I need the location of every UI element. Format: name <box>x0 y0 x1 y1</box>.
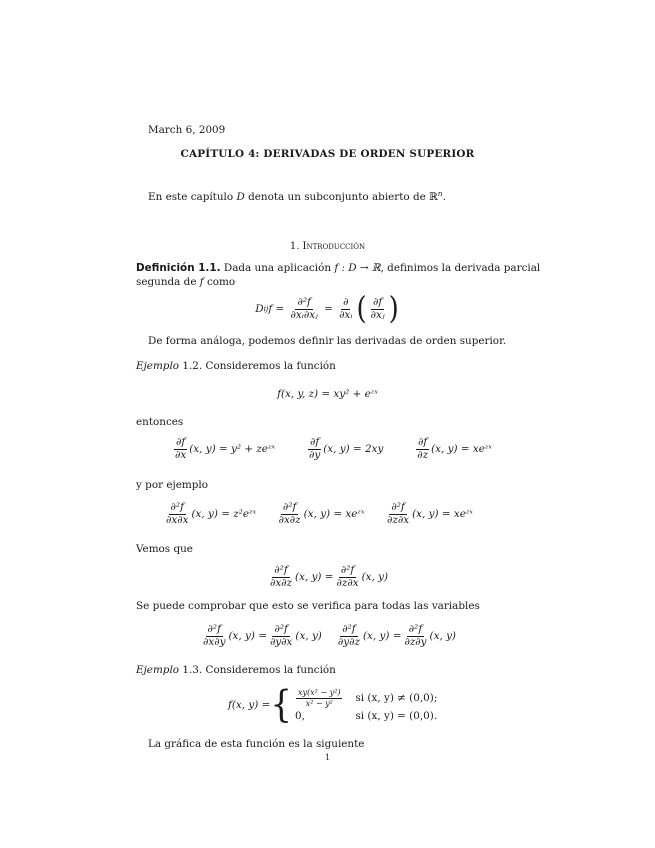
mixed-pair: $\frac{\text{∂²f}}{\partial x\partial y}$ (x, y) = $\frac{\text{∂²f}}{\partial y\partial x}$ (x, y) <box>203 623 322 648</box>
mixed-pair: $\frac{\text{∂²f}}{\partial y\partial z}$ (x, y) = $\frac{\text{∂²f}}{\partial z\partial y}$ (x, y) <box>337 623 456 648</box>
intro-paragraph: En este capítulo D denota un subconjunto abierto de ℝ$^n$. <box>148 189 446 203</box>
example-1-heading: Ejemplo 1.2. Consideremos la función <box>136 360 336 372</box>
first-partial: $\frac{\partial f}{\partial z}$ (x, y) = xeᶻˣ <box>417 436 492 461</box>
mixed-equality: $\frac{\text{∂²f}}{\partial x\partial z}$ (x, y) = $\frac{\text{∂²f}}{\partial z\partial x}$ (x, y) <box>269 564 389 589</box>
definition-label: Definición 1.1. <box>136 262 221 274</box>
second-partials-row <box>163 502 473 527</box>
piecewise-function: f(x, y) = { $\frac{\text{xy(x² − y²)}}{\text{x² − y²}}$ si (x, y) ≠ (0,0); 0, si (x, y) = (0,0). <box>228 683 438 727</box>
section-heading: 1. Introducción <box>289 241 366 252</box>
left-brace: { <box>270 683 292 727</box>
definition-line-2: segunda de f como <box>136 276 236 288</box>
date: March 6, 2009 <box>148 124 226 136</box>
definition-line-1: Definición 1.1. Dada una aplicación f : D → ℝ, definimos la derivada parcial <box>136 262 541 274</box>
definition-formula: D ij f = $\frac{\text{∂²f}}{\text{∂xᵢ∂xⱼ}}$ = $\frac{\partial}{\text{∂xᵢ}}$ ( $\frac{\partial f}{\text{∂xⱼ}}$ ) <box>255 291 399 327</box>
fraction: $\frac{\partial}{\text{∂xᵢ}}$ <box>339 295 353 321</box>
first-partial: $\frac{\partial f}{\partial x}$ (x, y) = y² + zeᶻˣ <box>175 436 276 461</box>
fraction: $\frac{\text{xy(x² − y²)}}{\text{x² − y²}}$ <box>297 688 341 708</box>
analogy-paragraph: De forma análoga, podemos definir las derivadas de orden superior. <box>148 335 507 347</box>
second-partial: $\frac{\text{∂²f}}{\partial z\partial x}$ (x, y) = xeᶻˣ <box>387 501 473 526</box>
second-partial: $\frac{\text{∂²f}}{\partial x\partial z}$ (x, y) = xeᶻˣ <box>278 501 365 526</box>
mixed-pairs-row <box>200 624 456 649</box>
fraction: $\frac{\partial f}{\text{∂xⱼ}}$ <box>370 295 385 321</box>
fraction: $\frac{\text{∂²f}}{\text{∂xᵢ∂xⱼ}}$ <box>290 295 318 321</box>
entonces-text: entonces <box>136 416 184 428</box>
chapter-title: CAPÍTULO 4: DERIVADAS DE ORDEN SUPERIOR <box>180 148 475 160</box>
y-por-ejemplo-text: y por ejemplo <box>136 479 208 491</box>
second-partial: $\frac{\text{∂²f}}{\partial x\partial x}$ (x, y) = z²eᶻˣ <box>166 501 257 526</box>
first-partial: $\frac{\partial f}{\partial y}$ (x, y) = 2xy <box>308 436 384 461</box>
example-1-function: f(x, y, z) = xy² + eᶻˣ <box>277 388 378 400</box>
vemos-que-text: Vemos que <box>136 543 193 555</box>
example-2-heading: Ejemplo 1.3. Consideremos la función <box>136 664 336 676</box>
grafica-text: La gráfica de esta función es la siguiente <box>148 738 365 750</box>
page-number: 1 <box>324 753 331 762</box>
first-partials-row <box>172 437 492 462</box>
comprobar-text: Se puede comprobar que esto se verifica para todas las variables <box>136 600 480 612</box>
